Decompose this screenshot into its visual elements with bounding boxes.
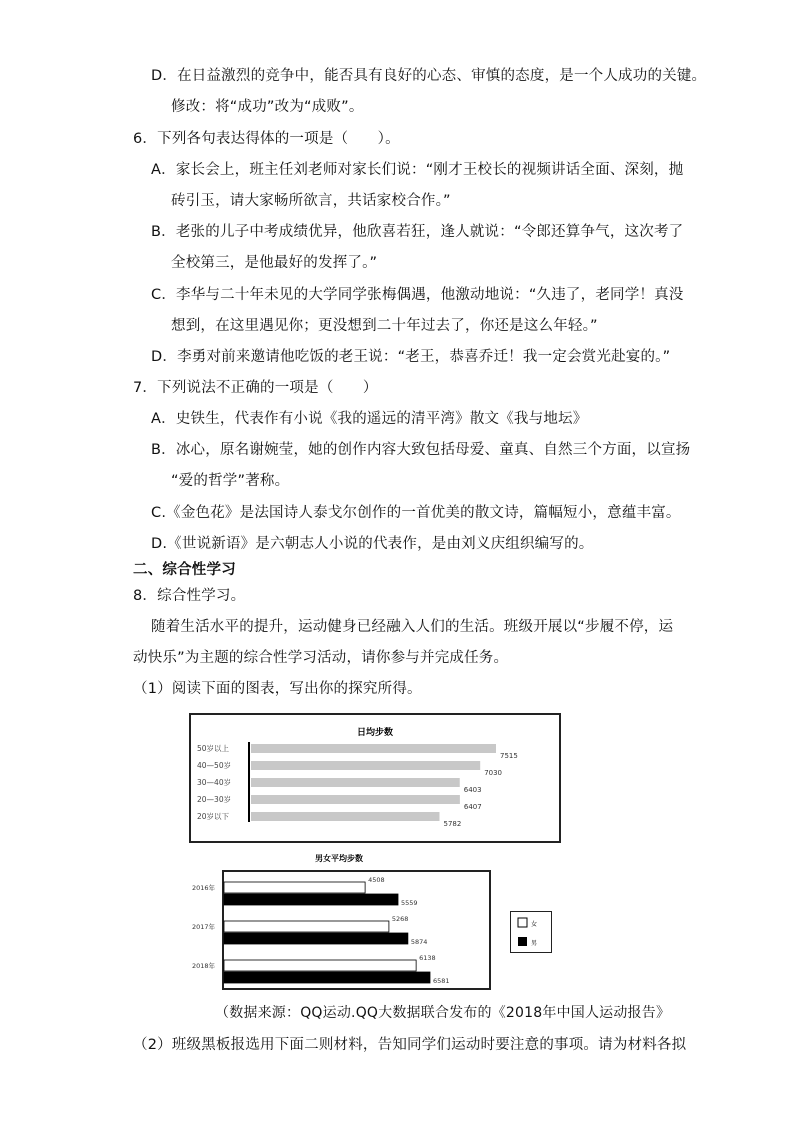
- legend-label-male: 男: [531, 940, 538, 947]
- data-label: 5874: [410, 938, 428, 946]
- data-label: 5782: [443, 820, 462, 828]
- data-label: 7030: [484, 769, 503, 777]
- text-line: 砖引玉，请大家畅所欲言，共话家校合作。”: [171, 193, 451, 209]
- option-c: C.《金色花》是法国诗人泰戈尔创作的一首优美的散文诗，篇幅短小，意蕴丰富。: [151, 505, 681, 521]
- option-d: D.《世说新语》是六朝志人小说的代表作，是由刘义庆组织编写的。: [151, 536, 594, 552]
- question-7: 7．下列说法不正确的一项是（ ）: [133, 380, 378, 396]
- category-label: 20岁以下: [197, 812, 230, 821]
- legend-swatch-female: [518, 918, 527, 927]
- legend-swatch-male: [518, 937, 527, 946]
- question-8: 8．综合性学习。: [133, 588, 246, 604]
- bar: [224, 894, 398, 905]
- text-line: “爱的哲学”著称。: [171, 473, 290, 489]
- option-d: D．李勇对前来邀请他吃饭的老王说：“老王，恭喜乔迁！我一定会赏光赴宴的。”: [151, 349, 671, 365]
- option-a: A．家长会上，班主任刘老师对家长们说：“刚才王校长的视频讲话全面、深刻，抛: [151, 162, 684, 178]
- category-label: 30—40岁: [197, 778, 232, 787]
- question-6: 6．下列各句表达得体的一项是（ ）。: [133, 131, 400, 147]
- text-line: 随着生活水平的提升，运动健身已经融入人们的生活。班级开展以“步履不停，运: [151, 619, 674, 635]
- text-line: 全校第三，是他最好的发挥了。”: [171, 255, 378, 271]
- data-label: 6138: [419, 954, 436, 962]
- data-label: 7515: [500, 752, 518, 760]
- category-label: 20—30岁: [197, 795, 232, 804]
- chart-gender-steps-wrapper: [189, 851, 519, 991]
- chart-title: 日均步数: [356, 728, 394, 738]
- text-line: 动快乐”为主题的综合性学习活动，请你参与并完成任务。: [133, 650, 509, 666]
- option-c: C．李华与二十年未见的大学同学张梅偶遇，他激动地说：“久违了，老同学！真没: [151, 287, 684, 303]
- text-line: D．在日益激烈的竞争中，能否具有良好的心态、审慎的态度，是一个人成功的关键。: [151, 68, 707, 84]
- data-source: （数据来源：QQ运动.QQ大数据联合发布的《2018年中国人运动报告》: [215, 1005, 671, 1021]
- category-label: 2018年: [192, 962, 216, 970]
- data-label: 5559: [401, 899, 418, 907]
- chart-title: 男女平均步数: [315, 854, 363, 863]
- bar: [251, 744, 496, 753]
- bar: [224, 972, 430, 983]
- data-label: 6581: [433, 977, 450, 985]
- category-label: 2016年: [192, 884, 216, 892]
- legend-label-female: 女: [531, 921, 538, 928]
- bar: [251, 795, 460, 804]
- chart-legend: [510, 911, 552, 953]
- category-label: 40—50岁: [197, 761, 232, 770]
- data-label: 6407: [463, 803, 482, 811]
- data-label: 6403: [463, 786, 482, 794]
- text-line: 想到，在这里遇见你；更没想到二十年过去了，你还是这么年轻。”: [171, 318, 598, 334]
- bar: [251, 761, 480, 770]
- category-label: 50岁以上: [197, 744, 230, 753]
- bar: [224, 882, 365, 893]
- bar: [251, 778, 460, 787]
- chart-daily-steps-svg: [191, 715, 559, 841]
- chart-gender-steps-svg: [189, 851, 519, 991]
- sub-question-2: （2）班级黑板报选用下面二则材料，告知同学们运动时要注意的事项。请为材料各拟: [133, 1037, 687, 1053]
- bar: [224, 921, 389, 932]
- sub-question-1: （1）阅读下面的图表，写出你的探究所得。: [133, 681, 422, 697]
- chart-daily-steps: [189, 713, 561, 843]
- section-heading: 二、综合性学习: [133, 562, 236, 578]
- text-line: 修改：将“成功”改为“成败”。: [171, 99, 364, 115]
- option-a: A．史铁生，代表作有小说《我的遥远的清平湾》散文《我与地坛》: [151, 411, 588, 427]
- data-label: 5268: [391, 915, 409, 923]
- bar: [251, 812, 440, 821]
- bar: [224, 933, 408, 944]
- option-b: B．老张的儿子中考成绩优异，他欣喜若狂，逢人就说：“令郎还算争气，这次考了: [151, 224, 684, 240]
- category-label: 2017年: [192, 923, 216, 931]
- data-label: 4508: [368, 876, 385, 884]
- option-b: B．冰心，原名谢婉莹，她的创作内容大致包括母爱、童真、自然三个方面，以宣扬: [151, 442, 691, 458]
- bar: [224, 960, 416, 971]
